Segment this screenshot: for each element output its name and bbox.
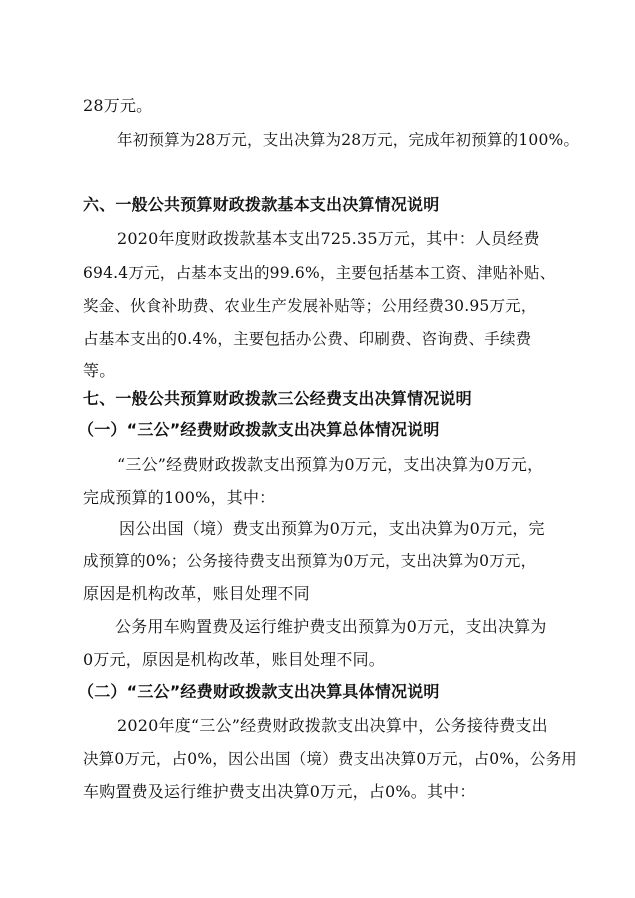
paragraph-line: 成预算的0%；公务接待费支出预算为0万元，支出决算为0万元， (83, 552, 537, 570)
paragraph-line: 等。 (83, 361, 116, 380)
paragraph-line: 奖金、伙食补助费、农业生产发展补贴等；公用经费30.95万元， (83, 297, 537, 315)
paragraph-line: 公务用车购置费及运行维护费支出预算为0万元，支出决算为 (115, 617, 547, 636)
paragraph-line: 年初预算为28万元，支出决算为28万元，完成年初预算的100%。 (117, 131, 580, 149)
paragraph-line: 694.4万元，占基本支出的99.6%，主要包括基本工资、津贴补贴、 (83, 264, 556, 282)
section-heading-6: 六、一般公共预算财政拨款基本支出决算情况说明 (83, 195, 440, 214)
paragraph-line: 决算0万元，占0%，因公出国（境）费支出决算0万元，占0%，公务用 (83, 750, 578, 768)
section-heading-7: 七、一般公共预算财政拨款三公经费支出决算情况说明 (83, 389, 472, 408)
paragraph-line: 因公出国（境）费支出预算为0万元，支出决算为0万元，完 (119, 519, 545, 538)
paragraph-line: 车购置费及运行维护费支出决算0万元，占0%。其中： (83, 782, 476, 801)
paragraph-line: 占基本支出的0.4%，主要包括办公费、印刷费、咨询费、手续费 (83, 330, 532, 348)
paragraph-line: 2020年度“三公”经费财政拨款支出决算中，公务接待费支出 (117, 716, 548, 735)
subsection-heading-1: （一）“三公”经费财政拨款支出决算总体情况说明 (78, 420, 440, 439)
paragraph-line: 原因是机构改革，账目处理不同 (83, 584, 310, 603)
paragraph-line: 完成预算的100%，其中： (83, 488, 276, 507)
paragraph-line: 28万元。 (83, 96, 153, 115)
paragraph-line: “三公”经费财政拨款支出预算为0万元，支出决算为0万元， (117, 455, 544, 474)
subsection-heading-2: （二）“三公”经费财政拨款支出决算具体情况说明 (78, 682, 440, 701)
paragraph-line: 0万元，原因是机构改革，账目处理不同。 (83, 650, 385, 669)
paragraph-line: 2020年度财政拨款基本支出725.35万元，其中：人员经费 (117, 229, 540, 248)
